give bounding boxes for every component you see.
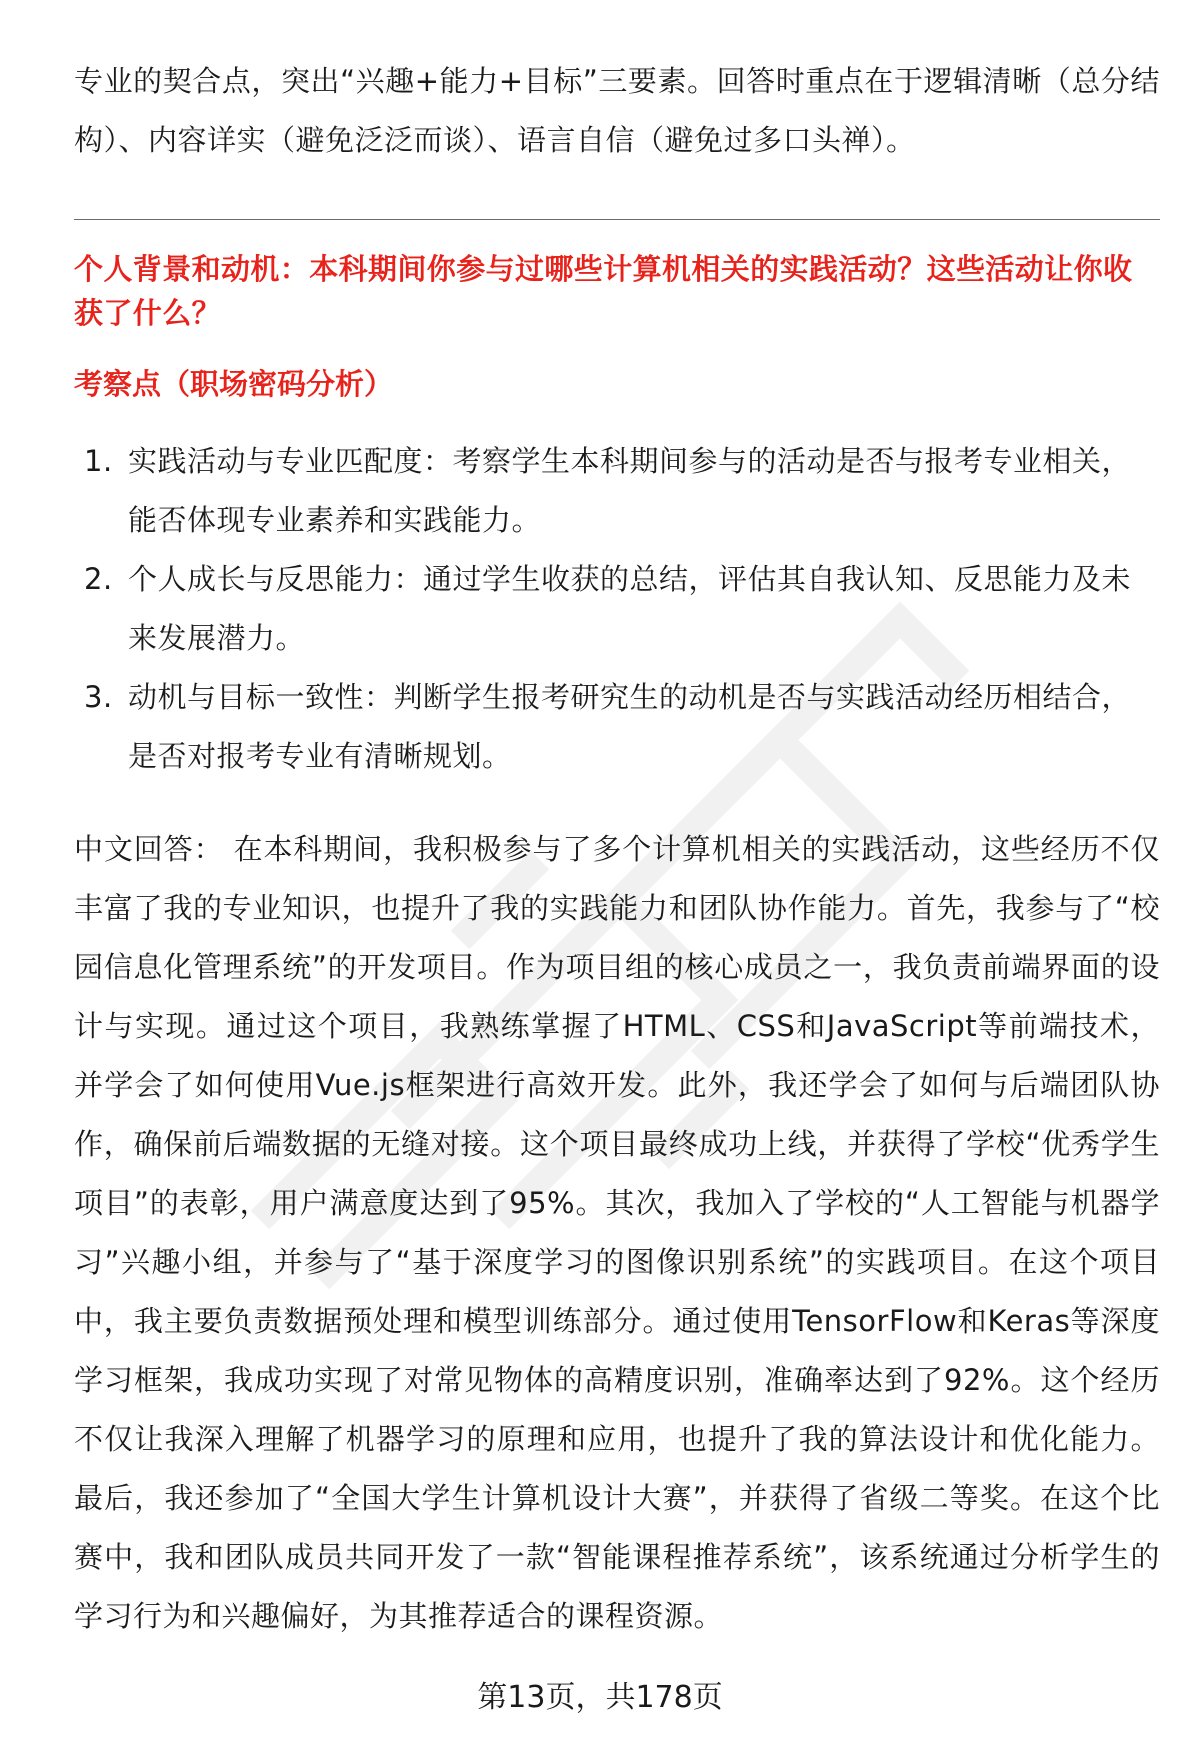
intro-paragraph: 专业的契合点，突出“兴趣+能力+目标”三要素。回答时重点在于逻辑清晰（总分结构）、内容详实（避免泛泛而谈）、语言自信（避免过多口头禅）。 xyxy=(74,64,1160,157)
list-item-text: 个人成长与反思能力：通过学生收获的总结，评估其自我认知、反思能力及未来发展潜力。 xyxy=(128,562,1132,655)
list-item-number: 2. xyxy=(84,562,113,596)
list-item xyxy=(74,668,1160,786)
assessment-points-list xyxy=(74,432,1160,786)
list-item-text: 实践活动与专业匹配度：考察学生本科期间参与的活动是否与报考专业相关，能否体现专业素养和实践能力。 xyxy=(128,444,1132,537)
answer-paragraph: 中文回答： 在本科期间，我积极参与了多个计算机相关的实践活动，这些经历不仅丰富了我的专业知识，也提升了我的实践能力和团队协作能力。首先，我参与了“校园信息化管理系统”的开发项目。作为项目组的核心成员之一，我负责前端界面的设计与实现。通过这个项目，我熟练掌握了HTML、CSS和JavaScript等前端技术，并学会了如何使用Vue.js框架进行高效开发。此外，我还学会了如何与后端团队协作，确保前后端数据的无缝对接。这个项目最终成功上线，并获得了学校“优秀学生项目”的表彰，用户满意度达到了95%。其次，我加入了学校的“人工智能与机器学习”兴趣小组，并参与了“基于深度学习的图像识别系统”的实践项目。在这个项目中，我主要负责数据预处理和模型训练部分。通过使用TensorFlow和Keras等深度学习框架，我成功实现了对常见物体的高精度识别，准确率达到了92%。这个经历不仅让我深入理解了机器学习的原理和应用，也提升了我的算法设计和优化能力。最后，我还参加了“全国大学生计算机设计大赛”，并获得了省级二等奖。在这个比赛中，我和团队成员共同开发了一款“智能课程推荐系统”，该系统通过分析学生的学习行为和兴趣偏好，为其推荐适合的课程资源。 xyxy=(74,832,1160,1633)
section-divider xyxy=(74,219,1160,220)
list-item xyxy=(74,550,1160,668)
question-heading: 个人背景和动机：本科期间你参与过哪些计算机相关的实践活动？这些活动让你收获了什么？ xyxy=(74,252,1133,330)
list-item-number: 1. xyxy=(84,444,113,478)
page-number-footer: 第13页，共178页 xyxy=(477,1680,723,1715)
list-item-text: 动机与目标一致性：判断学生报考研究生的动机是否与实践活动经历相结合，是否对报考专业有清晰规划。 xyxy=(128,680,1132,773)
assessment-heading: 考察点（职场密码分析） xyxy=(74,367,394,401)
list-item xyxy=(74,432,1160,550)
list-item-number: 3. xyxy=(84,680,113,714)
